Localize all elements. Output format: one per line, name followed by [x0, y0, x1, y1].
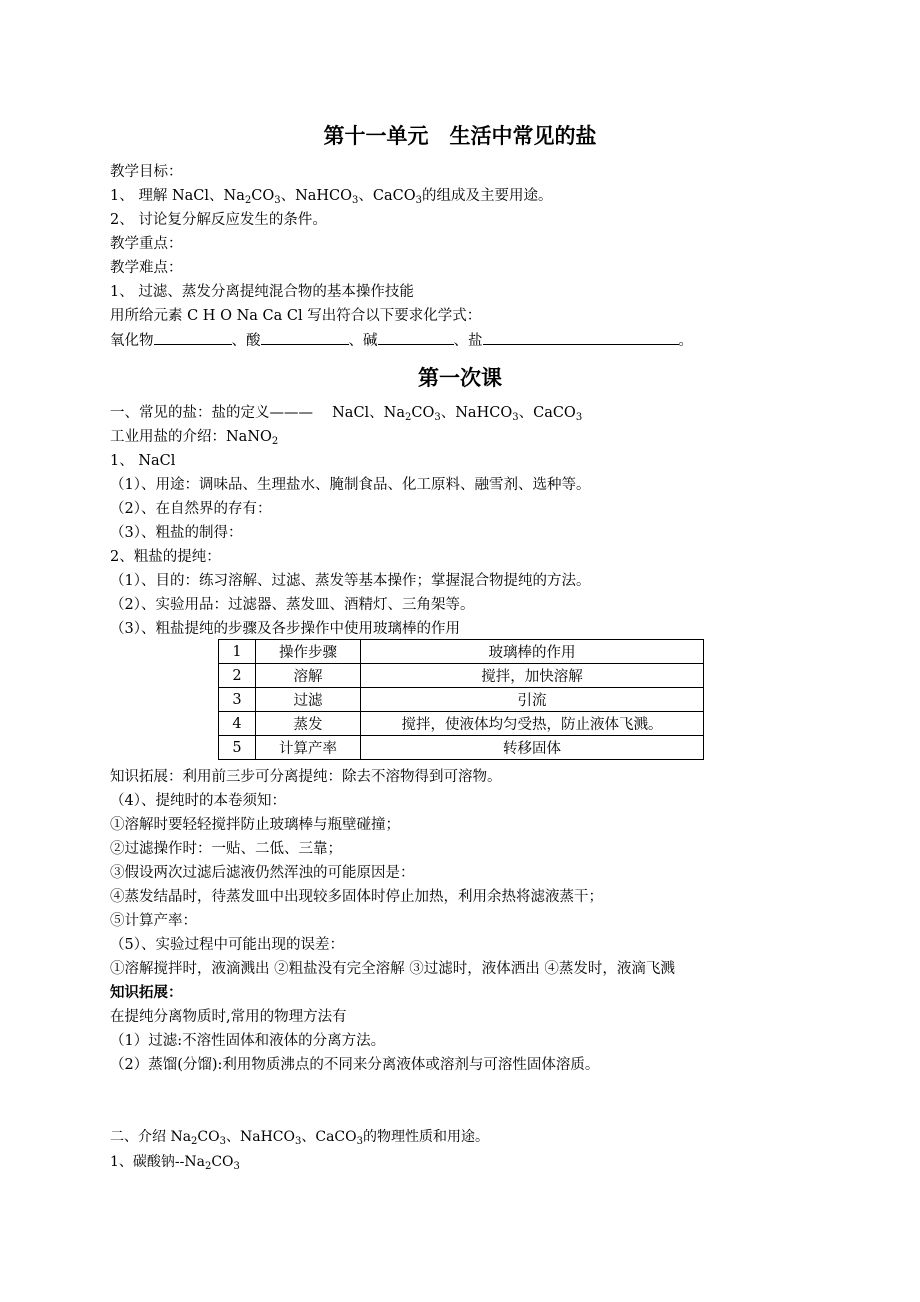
table-cell: 5	[219, 736, 256, 760]
table-cell: 搅拌，使液体均匀受热，防止液体飞溅。	[361, 712, 704, 736]
after-line-11: 在提纯分离物质时,常用的物理方法有	[110, 1009, 347, 1025]
table-cell: 转移固体	[361, 736, 704, 760]
fill-in-line: 氧化物 、酸 、碱 、盐 。	[110, 330, 693, 351]
difficulty-1: 1、 过滤、蒸发分离提纯混合物的基本操作技能	[110, 284, 414, 300]
part2-line-2: 1、碳酸钠$--Na_2CO_3$	[110, 1154, 240, 1172]
blank-acid[interactable]	[261, 330, 349, 345]
table-cell: 引流	[361, 688, 704, 712]
after-line-13: （2）蒸馏(分馏):利用物质沸点的不同来分离液体或溶剂与可溶性固体溶质。	[110, 1057, 600, 1073]
after-line-5: ③假设两次过滤后滤液仍然浑浊的可能原因是：	[110, 865, 415, 881]
table-cell: 搅拌，加快溶解	[361, 664, 704, 688]
lesson-line-3: 1、 NaCl	[110, 453, 176, 469]
lesson-line-5: （2）、在自然界的存有：	[110, 501, 272, 517]
table-row	[219, 640, 704, 664]
part2-line-1: 二、介绍 $Na_2CO_3$、NaHCO$_3$、CaCO$_3$的物理性质和用途。	[110, 1129, 489, 1147]
key-label: 教学重点：	[110, 236, 183, 252]
after-line-7: ⑤计算产率：	[110, 913, 197, 929]
unit-title: 第十一单元 生活中常见的盐	[323, 124, 597, 148]
table-cell: 溶解	[256, 664, 361, 688]
knowledge-ext-heading: 知识拓展：	[110, 984, 183, 1001]
table-cell: 操作步骤	[256, 640, 361, 664]
table-cell: 过滤	[256, 688, 361, 712]
table-cell: 4	[219, 712, 256, 736]
lesson-line-8: （1）、目的：练习溶解、过滤、蒸发等基本操作；掌握混合物提纯的方法。	[110, 573, 591, 589]
after-line-6: ④蒸发结晶时，待蒸发皿中出现较多固体时停止加热，利用余热将滤液蒸干；	[110, 889, 603, 905]
table-cell: 2	[219, 664, 256, 688]
section-title: 第一次课	[418, 366, 502, 390]
lesson-line-9: （2）、实验用品：过滤器、蒸发皿、酒精灯、三角架等。	[110, 597, 475, 613]
table-cell: 计算产率	[256, 736, 361, 760]
after-line-2: （4）、提纯时的本卷须知：	[110, 793, 286, 809]
steps-table	[218, 639, 704, 760]
elements-prompt: 用所给元素 C H O Na Ca Cl 写出符合以下要求化学式：	[110, 308, 482, 324]
goal-2: 2、 讨论复分解反应发生的条件。	[110, 212, 327, 228]
lesson-line-10: （3）、粗盐提纯的步骤及各步操作中使用玻璃棒的作用	[110, 621, 460, 637]
goal-1: 1、 理解 NaCl、$Na_2CO_3$、NaHCO$_3$、CaCO$_3$的组成及主要用途。	[110, 188, 553, 206]
difficulty-label: 教学难点：	[110, 260, 183, 276]
lesson-line-1: 一、常见的盐：盐的定义——— NaCl、$Na_2CO_3$、NaHCO$_3$、CaCO$_3$	[110, 405, 583, 423]
table-cell: 1	[219, 640, 256, 664]
after-line-8: （5）、实验过程中可能出现的误差：	[110, 937, 344, 953]
lesson-line-6: （3）、粗盐的制得：	[110, 525, 243, 541]
after-line-4: ②过滤操作时：一贴、二低、三靠；	[110, 841, 342, 857]
blank-base[interactable]	[378, 330, 454, 345]
blank-oxide[interactable]	[154, 330, 232, 345]
lesson-line-4: （1）、用途：调味品、生理盐水、腌制食品、化工原料、融雪剂、选种等。	[110, 477, 591, 493]
table-cell: 3	[219, 688, 256, 712]
after-line-12: （1）过滤:不溶性固体和液体的分离方法。	[110, 1033, 386, 1049]
goals-label: 教学目标：	[110, 164, 183, 180]
lesson-line-2: 工业用盐的介绍：NaNO$_2$	[110, 429, 279, 447]
after-line-9: ①溶解搅拌时，液滴溅出 ②粗盐没有完全溶解 ③过滤时，液体洒出 ④蒸发时，液滴飞溅	[110, 961, 675, 977]
after-line-3: ①溶解时要轻轻搅拌防止玻璃棒与瓶壁碰撞；	[110, 817, 400, 833]
table-cell: 玻璃棒的作用	[361, 640, 704, 664]
after-line-1: 知识拓展：利用前三步可分离提纯：除去不溶物得到可溶物。	[110, 769, 502, 785]
table-row	[219, 688, 704, 712]
table-cell: 蒸发	[256, 712, 361, 736]
table-row	[219, 712, 704, 736]
table-row	[219, 736, 704, 760]
lesson-line-7: 2、粗盐的提纯：	[110, 549, 221, 565]
table-row	[219, 664, 704, 688]
blank-salt[interactable]	[483, 330, 679, 345]
